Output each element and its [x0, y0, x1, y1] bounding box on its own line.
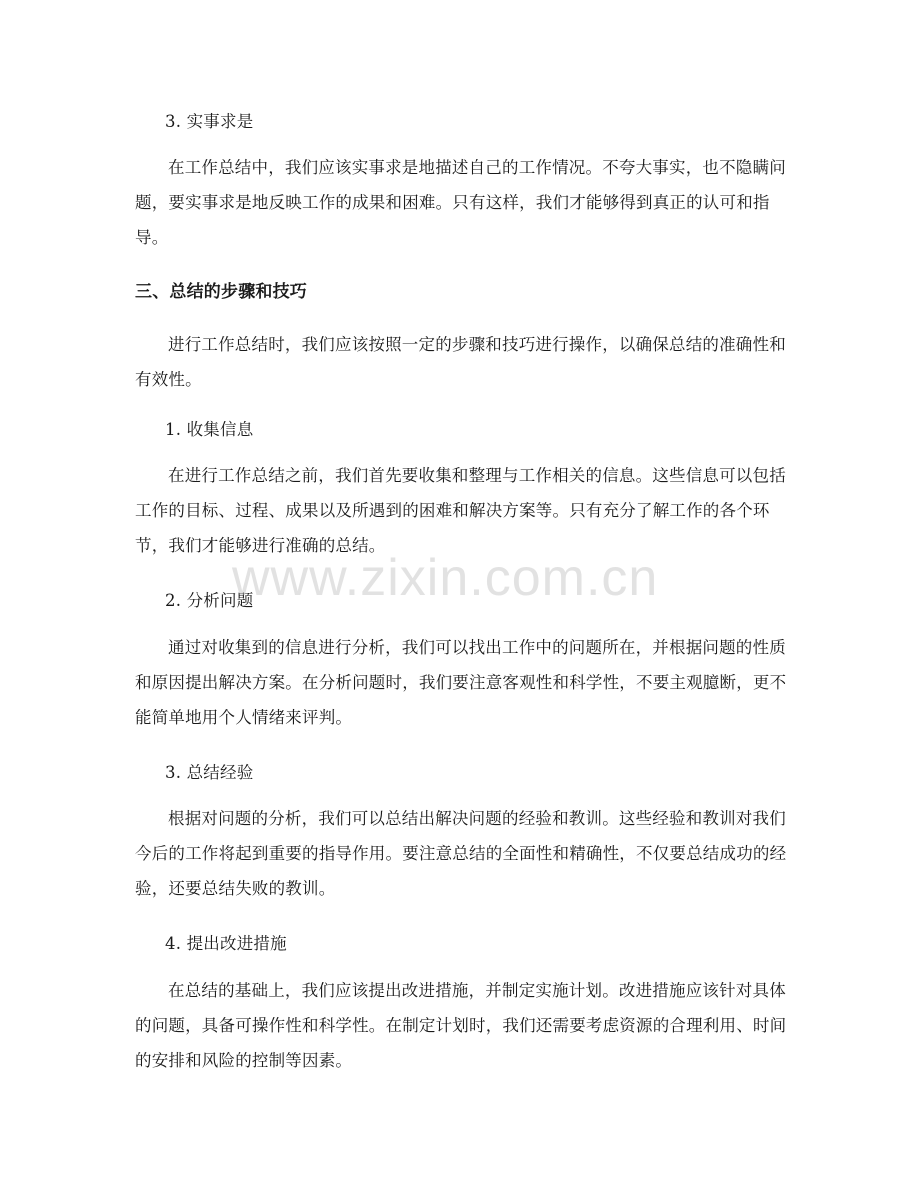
item-3-title: 3. 实事求是	[165, 112, 254, 131]
step-3-paragraph: 根据对问题的分析，我们可以总结出解决问题的经验和教训。这些经验和教训对我们今后的工作将起到重要的指导作用。要注意总结的全面性和精确性，不仅要总结成功的经验，还要总结失败的教训。	[135, 809, 787, 898]
step-1-title: 1. 收集信息	[165, 420, 254, 439]
item-3-paragraph: 在工作总结中，我们应该实事求是地描述自己的工作情况。不夸大事实，也不隐瞒问题，要实事求是地反映工作的成果和困难。只有这样，我们才能够得到真正的认可和指导。	[135, 158, 786, 247]
section-3-intro-paragraph: 进行工作总结时，我们应该按照一定的步骤和技巧进行操作，以确保总结的准确性和有效性。	[135, 335, 786, 389]
step-3-title: 3. 总结经验	[165, 763, 254, 782]
step-2-paragraph: 通过对收集到的信息进行分析，我们可以找出工作中的问题所在，并根据问题的性质和原因提出解决方案。在分析问题时，我们要注意客观性和科学性，不要主观臆断，更不能简单地用个人情绪来评判。	[135, 638, 787, 727]
step-4-paragraph: 在总结的基础上，我们应该提出改进措施，并制定实施计划。改进措施应该针对具体的问题，具备可操作性和科学性。在制定计划时，我们还需要考虑资源的合理利用、时间的安排和风险的控制等因素。	[135, 981, 787, 1070]
section-3-heading: 三、总结的步骤和技巧	[135, 282, 307, 302]
step-2-title: 2. 分析问题	[165, 591, 254, 610]
watermark-text: www.zixin.com.cn	[232, 549, 659, 607]
step-1-paragraph: 在进行工作总结之前，我们首先要收集和整理与工作相关的信息。这些信息可以包括工作的目标、过程、成果以及所遇到的困难和解决方案等。只有充分了解工作的各个环节，我们才能够进行准确的总结。	[135, 466, 786, 555]
step-4-title: 4. 提出改进措施	[165, 934, 287, 953]
